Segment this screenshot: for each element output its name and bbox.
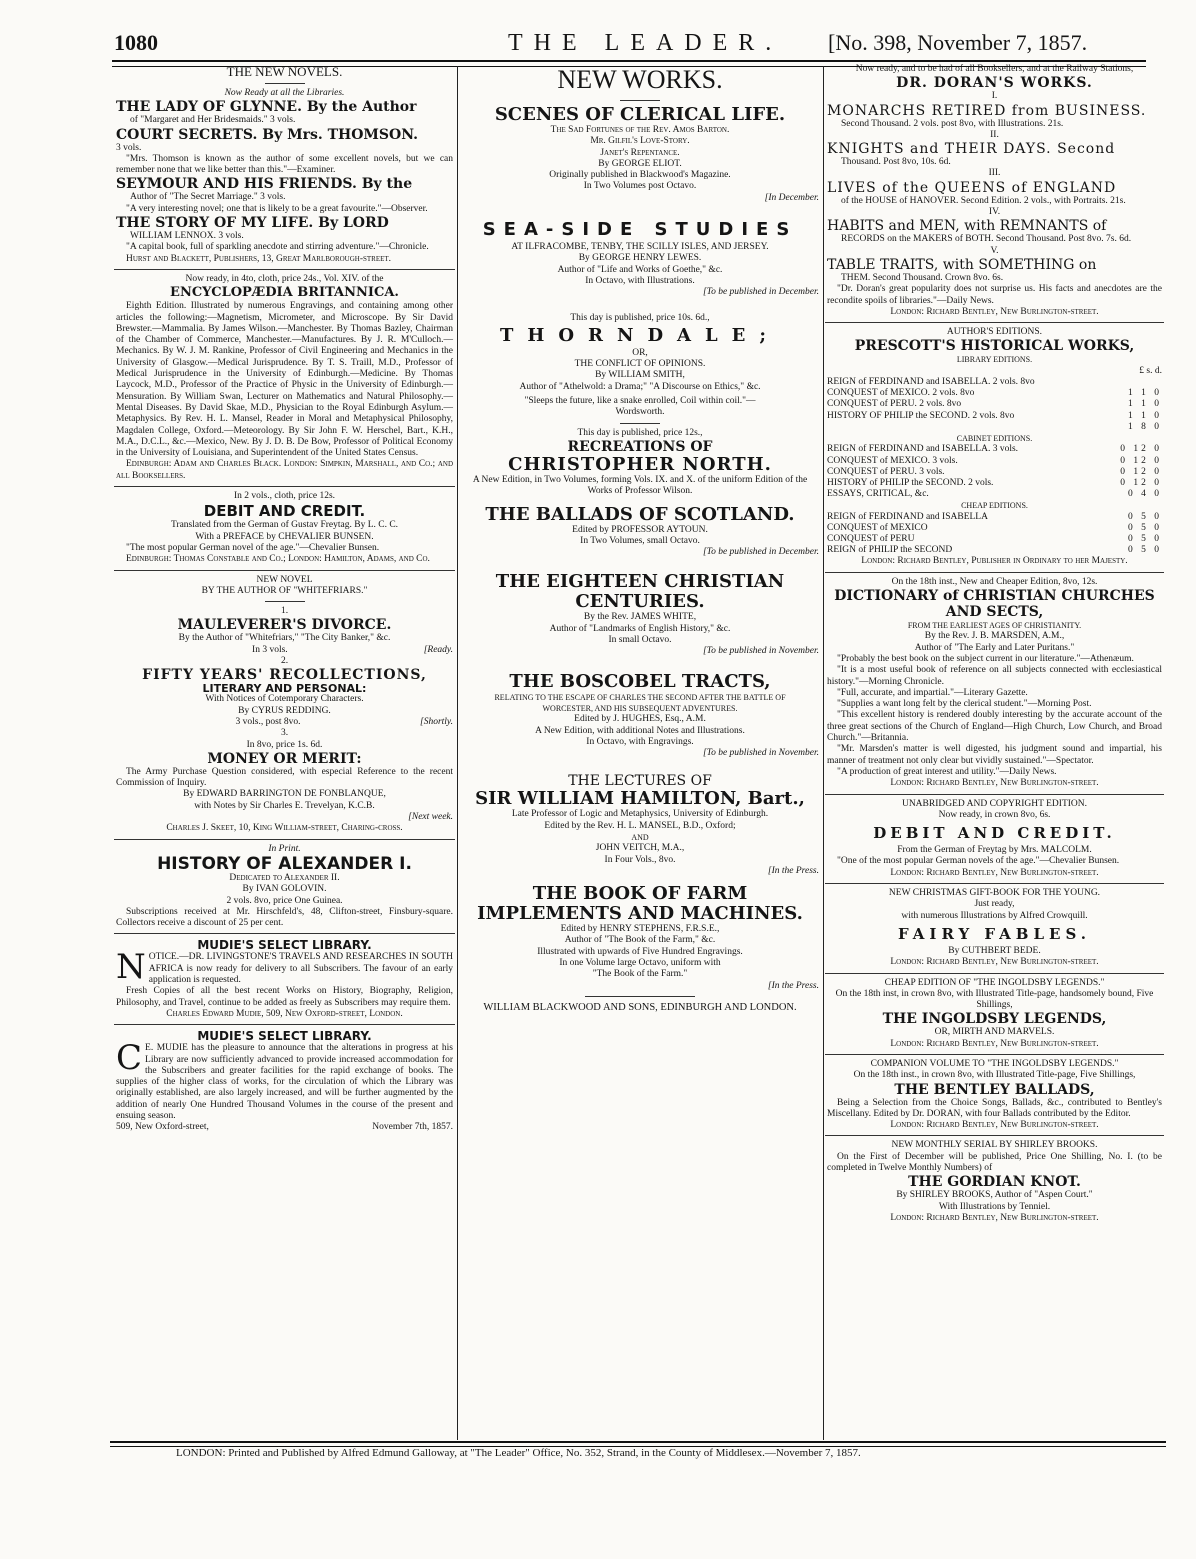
price-row: REIGN of FERDINAND and ISABELLA. 2 vols. 8vo: [827, 377, 1035, 388]
ad-title: SIR WILLIAM HAMILTON, Bart.,: [475, 788, 805, 810]
masthead: [0, 0, 1196, 64]
price-row: CONQUEST of PERU. 3 vols. 0 12 0: [827, 466, 1162, 477]
ad-title: THORNDALE;: [499, 324, 781, 346]
ad-title: COURT SECRETS. By Mrs. THOMSON.: [116, 126, 418, 143]
price-list-cabinet: [827, 444, 1162, 500]
ad-title: DICTIONARY of CHRISTIAN CHURCHES AND SECTS,: [834, 588, 1155, 621]
ad-title: SEA-SIDE STUDIES: [482, 219, 798, 241]
ad-title: FAIRY FABLES.: [898, 924, 1091, 943]
column-center: NEW WORKS. SCENES OF CLERICAL LIFE. The Sad Fortunes of the Rev. Amos Barton. Mr. Gilfil's Love-Story. Janet's Repentance. By GEORGE ELIOT. Originally published in Blackwood's Magazine. In Two Volumes post Octavo. [In December. SEA-SIDE STUDIES AT ILFRACOMBE, TENBY, THE SCILLY ISLES, AND JERSEY. By GEORGE HENRY LEWES. Author of "Life and Works of Goethe," &c. In Octavo, with Illustrations. [To be published in December. This day is published, price 10s. 6d., THORNDALE; OR, THE CONFLICT OF OPINIONS. By WILLIAM SMITH, Author of "Athelwold: a Drama;" "A Discourse on Ethics," &c. "Sleeps the future, like a snake enrolled, Coil within coil."—Wordsworth. This day is published, price 12s., RECREATIONS OF CHRISTOPHER NORTH. A New Edition, in Two Volumes, forming Vols. IX. and X. of the uniform Edition of the Works of Professor Wilson. THE BALLADS OF SCOTLAND. Edited by PROFESSOR AYTOUN. In Two Volumes, small Octavo. [To be published in December. THE EIGHTEEN CHRISTIAN CENTURIES. By the Rev. JAMES WHITE, Author of "Landmarks of English History," &c. In small Octavo. [To be published in November. THE BOSCOBEL TRACTS, RELATING TO THE ESCAPE OF CHARLES THE SECOND AFTER THE BATTLE OF WORCESTER, AND HIS SUBSEQUENT ADVENTURES. Edited by J. HUGHES, Esq., A.M. A New Edition, with additional Notes and Illustrations. In Octavo, with Engravings. [To be published in November. THE LECTURES OF SIR WILLIAM HAMILTON, Bart., Late Professor of Logic and Metaphysics, University of Edinburgh. Edited by the Rev. H. L. MANSEL, B.D., Oxford; AND JOHN VEITCH, M.A., In Four Vols., 8vo. [In the Press. THE BOOK OF FARM IMPLEMENTS AND MACHINES. Edited by HENRY STEPHENS, F.R.S.E., Author of "The Book of the Farm," &c. Illustrated with upwards of Five Hundred Engravings. In one Volume large Octavo, uniform with "The Book of the Farm." [In the Press. WILLIAM BLACKWOOD AND SONS, EDINBURGH AND LONDON.: [457, 64, 823, 1442]
ad-title: THE EIGHTEEN CHRISTIAN CENTURIES.: [495, 571, 785, 613]
publisher-imprint: WILLIAM BLACKWOOD AND SONS, EDINBURGH AND LONDON.: [483, 1001, 797, 1013]
ad-title: THE BENTLEY BALLADS,: [894, 1081, 1095, 1098]
ad-title: THE BOSCOBEL TRACTS,: [509, 670, 771, 692]
section-heading: NEW WORKS.: [557, 65, 723, 94]
price-row: REIGN of FERDINAND and ISABELLA. 3 vols. 0 12 0: [827, 444, 1162, 455]
ad-title: DEBIT AND CREDIT.: [873, 824, 1116, 843]
price-row: 1 8 0: [1128, 421, 1162, 432]
price-row: CONQUEST of MEXICO. 3 vols. 0 12 0: [827, 455, 1162, 466]
ad-title: THE STORY OF MY LIFE. By LORD: [116, 215, 389, 232]
issue-date: [No. 398, November 7, 1857.: [828, 30, 1088, 55]
ad-title: MAULEVERER'S DIVORCE.: [177, 617, 392, 634]
ad-title: THE GORDIAN KNOT.: [908, 1174, 1081, 1191]
newspaper-title: THE LEADER.: [508, 30, 783, 56]
ad-title: ENCYCLOPÆDIA BRITANNICA.: [170, 285, 399, 301]
section-heading: THE NEW NOVELS.: [226, 64, 343, 79]
price-row: ESSAYS, CRITICAL, &c. 0 4 0: [827, 489, 1162, 500]
column-left: THE NEW NOVELS. Now Ready at all the Libraries. THE LADY OF GLYNNE. By the Author of "Margaret and Her Bridesmaids." 3 vols. COURT SECRETS. By Mrs. THOMSON. 3 vols. "Mrs. Thomson is known as the author of some excellent novels, but we can remember none that we like better than this."—Examiner. SEYMOUR AND HIS FRIENDS. By the Author of "The Secret Marriage." 3 vols. "A very interesting novel; one that is likely to be a great favourite."—Observer. THE STORY OF MY LIFE. By LORD WILLIAM LENNOX. 3 vols. "A capital book, full of sparkling anecdote and stirring adventure."—Chronicle. Hurst and Blackett, Publishers, 13, Great Marlborough-street. Now ready, in 4to, cloth, price 24s., Vol. XIV. of the ENCYCLOPÆDIA BRITANNICA. Eighth Edition. Illustrated by numerous Engravings, and containing among other articles the following:—Magnetism, Micrometer, and Microscope. By Sir David Brewster.—Mammalia. By James Wilson.—Manchester. By Thomas Bazley, Chairman of the Chamber of Commerce, Manchester.—Manufactures. By J. R. M'Culloch.—Mechanics. By W. J. M. Rankine, Professor of Civil Engineering and Mechanics in the University of Glasgow.—Medical Jurisprudence. By T. S. Traill, M.D., Professor of Medical Jurisprudence in the University of Edinburgh.—Medicine. By Thomas Laycock, M.D., Professor of the Practice of Physic in the University of Edinburgh.—Mensuration. By William Swan, Lecturer on Mathematics and Natural Philosophy.—Mental Diseases. By David Skae, M.D., Physician to the Royal Edinburgh Asylum.—Metaphysics. By Rev. H. L. Mansel, Reader in Moral and Metaphysical Philosophy, Magdalen College, Oxford.—Meteorology. By Sir John F. W. Herschel, Bart., K.H., M.A., D.C.L., &c.—Mexico, New. By J. D. B. De Bow, Professor of Political Economy in the University of Louisiana, and Superintendent of the United States Census. Edinburgh: Adam and Charles Black. London: Simpkin, Marshall, and Co.; and all Booksellers. In 2 vols., cloth, price 12s. DEBIT AND CREDIT. Translated from the German of Gustav Freytag. By L. C. C. With a PREFACE by CHEVALIER BUNSEN. "The most popular German novel of the age."—Chevalier Bunsen. Edinburgh: Thomas Constable and Co.; London: Hamilton, Adams, and Co. NEW NOVEL BY THE AUTHOR OF "WHITEFRIARS." 1. MAULEVERER'S DIVORCE. By the Author of "Whitefriars," "The City Banker," &c. In 3 vols. [Ready. 2. FIFTY YEARS' RECOLLECTIONS, LITERARY AND PERSONAL: With Notices of Cotemporary Characters. By CYRUS REDDING. 3 vols., post 8vo. [Shortly. 3. In 8vo, price 1s. 6d. MONEY OR MERIT: The Army Purchase Question considered, with especial Reference to the recent Commission of Inquiry. By EDWARD BARRINGTON DE FONBLANQUE, with Notes by Sir Charles E. Trevelyan, K.C.B. [Next week. Charles J. Skeet, 10, King William-street, Charing-cross. In Print. HISTORY OF ALEXANDER I. Dedicated to Alexander II. By IVAN GOLOVIN. 2 vols. 8vo, price One Guinea. Subscriptions received at Mr. Hirschfeld's, 48, Clifton-street, Finsbury-square. Collectors receive a discount of 25 per cent. MUDIE'S SELECT LIBRARY. NOTICE.—DR. LIVINGSTONE'S TRAVELS AND RESEARCHES IN SOUTH AFRICA is now ready for delivery to all Subscribers. The favour of an early application is requested. Fresh Copies of all the best recent Works on History, Biography, Religion, Philosophy, and Travel, continue to be added as freely as Subscribers may require them. Charles Edward Mudie, 509, New Oxford-street, London. MUDIE'S SELECT LIBRARY. C E. MUDIE has the pleasure to announce that the alterations in progress at his Library are now sufficiently advanced to provide increased accommodation for the Subscribers and greater facilities for the rapid exchange of books. The supplies of the higher class of works, for the circulation of which the Library was originally established, are also largely increased, and will be further augmented by the addition of nearly One Hundred Thousand Volumes in the course of the present and ensuing season. 509, New Oxford-street, November 7th, 1857.: [116, 64, 453, 1133]
column-right: Now ready, and to be had of all Booksellers, and at the Railway Stations, DR. DORAN'S WORKS. I. MONARCHS RETIRED from BUSINESS. Second Thousand. 2 vols. post 8vo, with Illustrations. 21s. II. KNIGHTS and THEIR DAYS. Second Thousand. Post 8vo, 10s. 6d. III. LIVES of the QUEENS of ENGLAND of the HOUSE of HANOVER. Second Edition. 2 vols., with Portraits. 21s. IV. HABITS and MEN, with REMNANTS of RECORDS on the MAKERS of BOTH. Second Thousand. Post 8vo. 7s. 6d. V. TABLE TRAITS, with SOMETHING on THEM. Second Thousand. Crown 8vo. 6s. "Dr. Doran's great popularity does not surprise us. His facts and anecdotes are the recondite spoils of libraries."—Daily News. London: Richard Bentley, New Burlington-street. AUTHOR'S EDITIONS. PRESCOTT'S HISTORICAL WORKS, LIBRARY EDITIONS. £ s. d. REIGN of FERDINAND and ISABELLA. 2 vols. 8vo CONQUEST of MEXICO. 2 vols. 8vo 1 1 0 CONQUEST of PERU. 2 vols. 8vo 1 1 0 HISTORY OF PHILIP the SECOND. 2 vols. 8vo 1 1 0 1 8 0 CABINET EDITIONS. REIGN of FERDINAND and ISABELLA. 3 vols. 0 12 0 CONQUEST of MEXICO. 3 vols. 0 12 0 CONQUEST of PERU. 3 vols. 0 12 0 HISTORY of PHILIP the SECOND. 2 vols. 0 12 0 ESSAYS, CRITICAL, &c. 0 4 0 CHEAP EDITIONS. REIGN of FERDINAND and ISABELLA 0 5 0 CONQUEST of MEXICO 0 5 0 CONQUEST of PERU 0 5 0 REIGN of PHILIP the SECOND 0 5 0 London: Richard Bentley, Publisher in Ordinary to her Majesty. On the 18th inst., New and Cheaper Edition, 8vo, 12s. DICTIONARY of CHRISTIAN CHURCHES AND SECTS, FROM THE EARLIEST AGES OF CHRISTIANITY. By the Rev. J. B. MARSDEN, A.M., Author of "The Early and Later Puritans." "Probably the best book on the subject current in our literature."—Athenæum. "It is a most useful book of reference on all subjects connected with ecclesiastical history."—Morning Chronicle. "Full, accurate, and impartial."—Literary Gazette. "Supplies a want long felt by the clerical student."—Morning Post. "This excellent history is rendered doubly interesting by the accurate account of the three great sections of the Church of England—High Church, Low Church, and Broad Church."—Britannia. "Mr. Marsden's matter is well digested, his judgment sound and impartial, his manner of treatment not only clear but vividly sustained."—Spectator. "A production of great interest and utility."—Daily News. London: Richard Bentley, New Burlington-street. UNABRIDGED AND COPYRIGHT EDITION. Now ready, in crown 8vo, 6s. DEBIT AND CREDIT. From the German of Freytag by Mrs. MALCOLM. "One of the most popular German novels of the age."—Chevalier Bunsen. London: Richard Bentley, New Burlington-street. NEW CHRISTMAS GIFT-BOOK FOR THE YOUNG. Just ready, with numerous Illustrations by Alfred Crowquill. FAIRY FABLES. By CUTHBERT BEDE. London: Richard Bentley, New Burlington-street. CHEAP EDITION OF "THE INGOLDSBY LEGENDS." On the 18th inst, in crown 8vo, with Illustrated Title-page, handsomely bound, Five Shillings, THE INGOLDSBY LEGENDS, OR, MIRTH AND MARVELS. London: Richard Bentley, New Burlington-street. COMPANION VOLUME TO "THE INGOLDSBY LEGENDS." On the 18th inst., in crown 8vo, with Illustrated Title-page, Five Shillings, THE BENTLEY BALLADS, Being a Selection from the Choice Songs, Ballads, &c., contributed to Bentley's Miscellany. Edited by Dr. DORAN, with four Ballads contributed by the Editor. London: Richard Bentley, New Burlington-street. NEW MONTHLY SERIAL BY SHIRLEY BROOKS. On the First of December will be published, Price One Shilling, No. I. (to be completed in Twelve Monthly Numbers) of THE GORDIAN KNOT. By SHIRLEY BROOKS, Author of "Aspen Court." With Illustrations by Tenniel. London: Richard Bentley, New Burlington-street.: [827, 64, 1162, 1223]
ad-title: SEYMOUR AND HIS FRIENDS. By the: [116, 176, 413, 193]
footer-imprint: LONDON: Printed and Published by Alfred Edmund Galloway, at "The Leader" Office, No. 352, Strand, in the County of Middlesex.—November 7, 1857.: [176, 1447, 861, 1459]
ad-title: THE LADY OF GLYNNE. By the Author: [116, 99, 417, 116]
ad-title: FIFTY YEARS' RECOLLECTIONS,: [142, 667, 427, 684]
price-row: HISTORY of PHILIP the SECOND. 2 vols. 0 12 0: [827, 477, 1162, 488]
price-row: HISTORY OF PHILIP the SECOND. 2 vols. 8vo 1 1 0: [827, 410, 1162, 421]
ad-title: MONEY OR MERIT:: [207, 750, 362, 767]
price-list-library: [827, 377, 1162, 433]
price-row: REIGN of FERDINAND and ISABELLA 0 5 0: [827, 511, 1162, 522]
price-list-cheap: [827, 512, 1162, 557]
price-row: CONQUEST of MEXICO 0 5 0: [827, 522, 1162, 533]
price-row: REIGN of PHILIP the SECOND 0 5 0: [827, 545, 1162, 556]
price-row: CONQUEST of MEXICO. 2 vols. 8vo 1 1 0: [827, 388, 1162, 399]
page-number: 1080: [114, 30, 158, 55]
ad-title: CHRISTOPHER NORTH.: [508, 453, 772, 475]
ad-title: MUDIE'S SELECT LIBRARY.: [197, 938, 372, 953]
ad-title: THE BOOK OF FARM: [532, 883, 748, 905]
ad-title: THE BALLADS OF SCOTLAND.: [485, 503, 795, 525]
ad-title: PRESCOTT'S HISTORICAL WORKS,: [854, 338, 1135, 355]
ad-title: DR. DORAN'S WORKS.: [896, 75, 1093, 92]
ad-title: THE INGOLDSBY LEGENDS,: [882, 1011, 1107, 1028]
ad-title: DEBIT AND CREDIT.: [203, 502, 366, 521]
ad-title: MUDIE'S SELECT LIBRARY.: [197, 1029, 372, 1044]
ad-title: HISTORY OF ALEXANDER I.: [157, 853, 412, 874]
ad-title: SCENES OF CLERICAL LIFE.: [494, 104, 786, 125]
price-row: CONQUEST of PERU 0 5 0: [827, 534, 1162, 545]
price-row: CONQUEST of PERU. 2 vols. 8vo 1 1 0: [827, 399, 1162, 410]
